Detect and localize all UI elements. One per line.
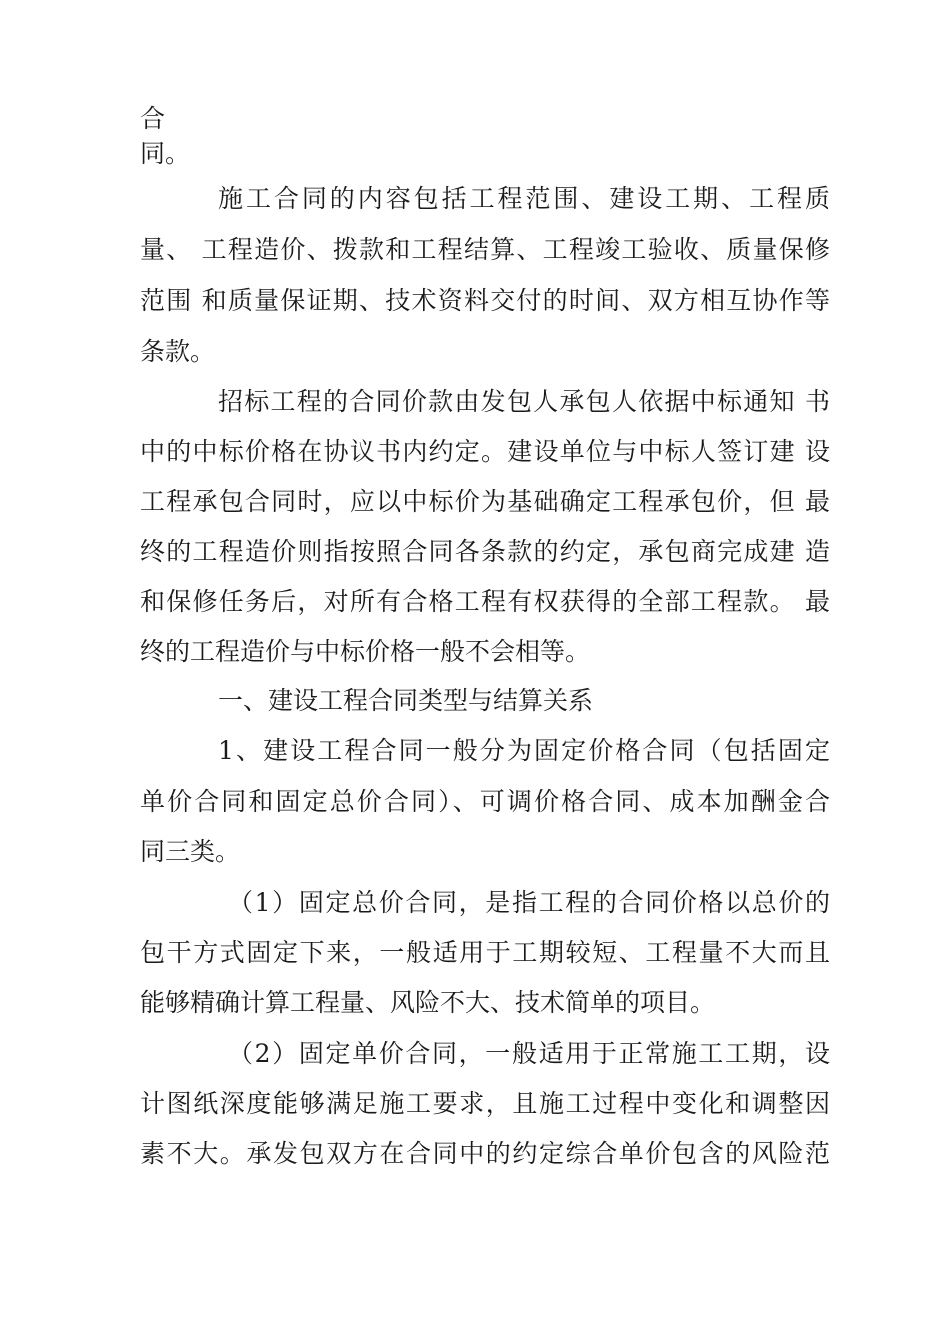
paragraph-4-line-3: 能够精确计算工程量、风险不大、技术简单的项目。	[140, 988, 716, 1017]
paragraph-2-line-3: 工程承包合同时，应以中标价为基础确定工程承包价，但 最	[140, 487, 830, 516]
paragraph-2-line-5: 和保修任务后，对所有合格工程有权获得的全部工程款。 最	[140, 587, 830, 616]
text-line-1: 合	[140, 104, 166, 133]
paragraph-1-line-2: 量、 工程造价、拨款和工程结算、工程竣工验收、质量保修	[140, 235, 830, 264]
paragraph-2-line-2: 中的中标价格在协议书内约定。建设单位与中标人签订建 设	[140, 437, 830, 466]
paragraph-2-line-1: 招标工程的合同价款由发包人承包人依据中标通知 书	[218, 387, 830, 416]
paragraph-5-line-2: 计图纸深度能够满足施工要求，且施工过程中变化和调整因	[140, 1089, 830, 1118]
paragraph-3-line-2: 单价合同和固定总价合同）、可调价格合同、成本加酬金合	[140, 787, 830, 816]
paragraph-2-line-6: 终的工程造价与中标价格一般不会相等。	[140, 637, 591, 666]
paragraph-1-line-4: 条款。	[140, 337, 216, 366]
paragraph-1-line-1: 施工合同的内容包括工程范围、建设工期、工程质	[218, 184, 830, 213]
paragraph-4-line-2: 包干方式固定下来，一般适用于工期较短、工程量不大而且	[140, 938, 830, 967]
section-heading: 一、建设工程合同类型与结算关系	[218, 686, 594, 715]
paragraph-3-line-3: 同三类。	[140, 837, 241, 866]
text-line-2: 同。	[140, 139, 191, 168]
paragraph-1-line-3: 范围 和质量保证期、技术资料交付的时间、双方相互协作等	[140, 286, 830, 315]
paragraph-3-line-1: 1、建设工程合同一般分为固定价格合同（包括固定	[218, 736, 830, 765]
paragraph-5-line-3: 素不大。承发包双方在合同中的约定综合单价包含的风险范	[140, 1139, 830, 1168]
paragraph-4-line-1: （1）固定总价合同，是指工程的合同价格以总价的	[228, 888, 830, 917]
paragraph-2-line-4: 终的工程造价则指按照合同各条款的约定，承包商完成建 造	[140, 537, 830, 566]
paragraph-5-line-1: （2）固定单价合同，一般适用于正常施工工期，设	[228, 1039, 830, 1068]
